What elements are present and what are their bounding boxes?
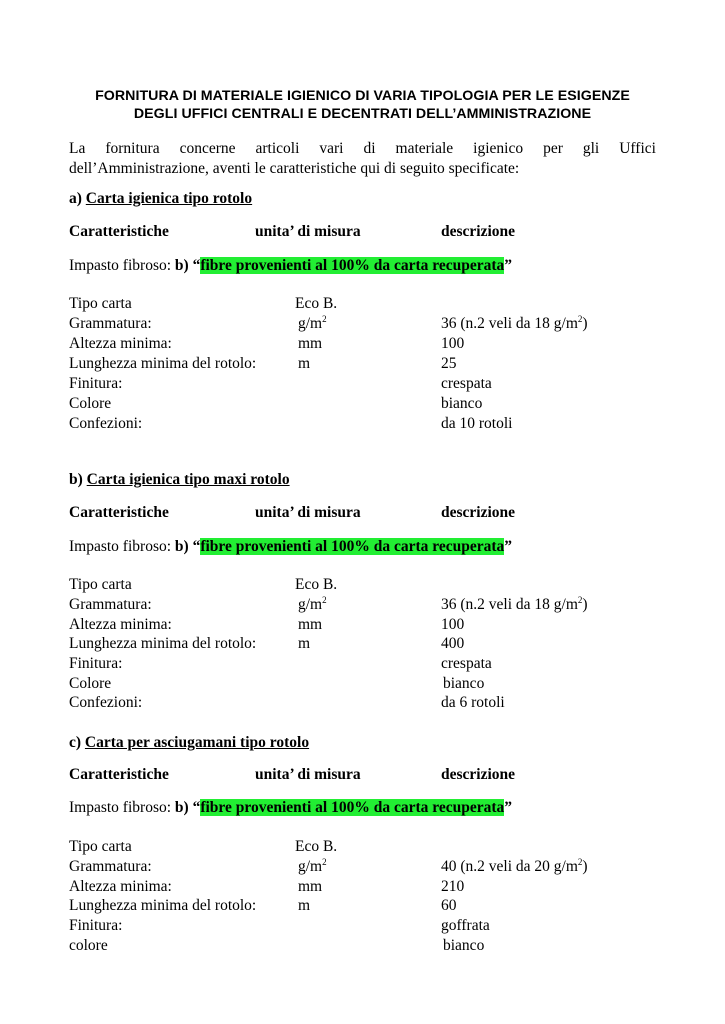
section-b-heading — [69, 470, 290, 490]
spec-desc: 210 — [441, 878, 465, 895]
spec-desc: crespata — [441, 375, 492, 392]
impasto-label: Impasto fibroso: — [69, 257, 175, 274]
spec-unit: $g/m^2$ — [298, 857, 327, 875]
spec-label: colore — [69, 937, 108, 954]
impasto-close-quote: ” — [504, 799, 513, 816]
impasto-close-quote: ” — [504, 538, 513, 555]
spec-unit: m — [298, 897, 311, 914]
spec-desc: 100 — [441, 616, 465, 633]
intro-line-1 — [69, 139, 656, 159]
superscript: 2 — [577, 595, 583, 605]
spec-label: Tipo carta — [69, 576, 132, 593]
column-header-unita: unita’ di misura — [255, 504, 361, 521]
spec-label: Finitura: — [69, 655, 123, 672]
impasto-open-quote: “ — [192, 257, 201, 274]
column-header-unita: unita’ di misura — [255, 766, 361, 783]
spec-label: Colore — [69, 675, 112, 692]
spec-label: Altezza minima: — [69, 878, 172, 895]
section-letter: a) — [69, 190, 82, 207]
intro-word: La — [69, 140, 86, 157]
spec-unit: Eco B. — [295, 295, 338, 312]
column-header-caratteristiche: Caratteristiche — [69, 223, 169, 240]
intro-word: materiale — [395, 140, 454, 157]
superscript: 2 — [322, 595, 327, 605]
spec-desc: goffrata — [441, 917, 490, 934]
spec-unit: mm — [298, 335, 323, 352]
spec-label: Grammatura: — [69, 596, 152, 613]
spec-label: Tipo carta — [69, 295, 132, 312]
spec-unit: $g/m^2$ — [298, 595, 327, 613]
section-title: Carta per asciugamani tipo rotolo — [84, 734, 310, 751]
impasto-highlight: fibre provenienti al 100% da carta recuperata — [200, 257, 505, 274]
spec-unit: m — [298, 635, 311, 652]
intro-word: di — [363, 140, 376, 157]
intro-word: vari — [319, 140, 344, 157]
column-header-descrizione: descrizione — [441, 766, 516, 783]
impasto-highlight: fibre provenienti al 100% da carta recuperata — [200, 799, 505, 816]
impasto-open-quote: “ — [192, 538, 201, 555]
impasto-close-quote: ” — [504, 257, 513, 274]
spec-desc: 36 (n.2 veli da 18 $g/m^2$) — [441, 595, 588, 613]
spec-desc: crespata — [441, 655, 492, 672]
column-header-caratteristiche: Caratteristiche — [69, 766, 169, 783]
intro-word: concerne — [179, 140, 236, 157]
spec-label: Colore — [69, 395, 112, 412]
impasto-fibroso-line — [69, 256, 512, 276]
spec-desc: da 10 rotoli — [441, 415, 513, 432]
impasto-highlight: fibre provenienti al 100% da carta recuperata — [200, 538, 505, 555]
superscript: 2 — [577, 314, 583, 324]
column-header-unita: unita’ di misura — [255, 223, 361, 240]
impasto-fibroso-line — [69, 537, 512, 557]
spec-label: Lunghezza minima del rotolo: — [69, 897, 257, 914]
document-title-line-1: FORNITURA DI MATERIALE IGIENICO DI VARIA TIPOLOGIA PER LE ESIGENZE — [95, 88, 630, 104]
spec-desc: 60 — [441, 897, 457, 914]
spec-unit: Eco B. — [295, 576, 338, 593]
column-header-descrizione: descrizione — [441, 504, 516, 521]
impasto-open-quote: “ — [192, 799, 201, 816]
intro-word: igienico — [473, 140, 524, 157]
section-a-heading — [69, 189, 252, 209]
superscript: 2 — [577, 857, 583, 867]
spec-label: Finitura: — [69, 917, 123, 934]
spec-desc: 100 — [441, 335, 465, 352]
spec-label: Finitura: — [69, 375, 123, 392]
section-title: Carta igienica tipo maxi rotolo — [86, 471, 290, 488]
spec-desc: bianco — [441, 395, 483, 412]
section-c-heading — [69, 733, 309, 753]
spec-label: Grammatura: — [69, 315, 152, 332]
spec-unit: mm — [298, 878, 323, 895]
spec-desc: bianco — [443, 937, 485, 954]
column-header-caratteristiche: Caratteristiche — [69, 504, 169, 521]
impasto-label: Impasto fibroso: — [69, 799, 175, 816]
spec-desc: 400 — [441, 635, 465, 652]
intro-word: fornitura — [105, 140, 160, 157]
spec-label: Grammatura: — [69, 858, 152, 875]
spec-unit: m — [298, 355, 311, 372]
spec-desc: 40 (n.2 veli da 20 $g/m^2$) — [441, 857, 588, 875]
impasto-fibroso-line — [69, 798, 512, 818]
impasto-option: b) — [174, 538, 193, 555]
superscript: 2 — [322, 314, 327, 324]
section-letter: b) — [69, 471, 83, 488]
spec-label: Tipo carta — [69, 838, 132, 855]
impasto-label: Impasto fibroso: — [69, 538, 175, 555]
column-header-descrizione: descrizione — [441, 223, 516, 240]
spec-desc: 25 — [441, 355, 457, 372]
spec-desc: da 6 rotoli — [441, 694, 505, 711]
document-title-line-2: DEGLI UFFICI CENTRALI E DECENTRATI DELL’AMMINISTRAZIONE — [133, 106, 592, 122]
intro-word: per — [543, 140, 563, 157]
intro-word: articoli — [255, 140, 300, 157]
spec-desc: 36 (n.2 veli da 18 $g/m^2$) — [441, 314, 588, 332]
impasto-option: b) — [174, 799, 193, 816]
spec-label: Confezioni: — [69, 694, 143, 711]
superscript: 2 — [322, 857, 327, 867]
intro-word: Uffici — [619, 140, 656, 157]
spec-unit: $g/m^2$ — [298, 314, 327, 332]
intro-word: gli — [582, 140, 600, 157]
spec-label: Altezza minima: — [69, 335, 172, 352]
intro-paragraph — [69, 139, 656, 179]
section-letter: c) — [69, 734, 82, 751]
spec-label: Altezza minima: — [69, 616, 172, 633]
spec-unit: mm — [298, 616, 323, 633]
impasto-option: b) — [174, 257, 193, 274]
section-title: Carta igienica tipo rotolo — [85, 190, 253, 207]
spec-label: Confezioni: — [69, 415, 143, 432]
spec-desc: bianco — [443, 675, 485, 692]
spec-label: Lunghezza minima del rotolo: — [69, 355, 257, 372]
spec-label: Lunghezza minima del rotolo: — [69, 635, 257, 652]
intro-line-2: dell’Amministrazione, aventi le caratteristiche qui di seguito specificate: — [69, 160, 520, 177]
spec-unit: Eco B. — [295, 838, 338, 855]
